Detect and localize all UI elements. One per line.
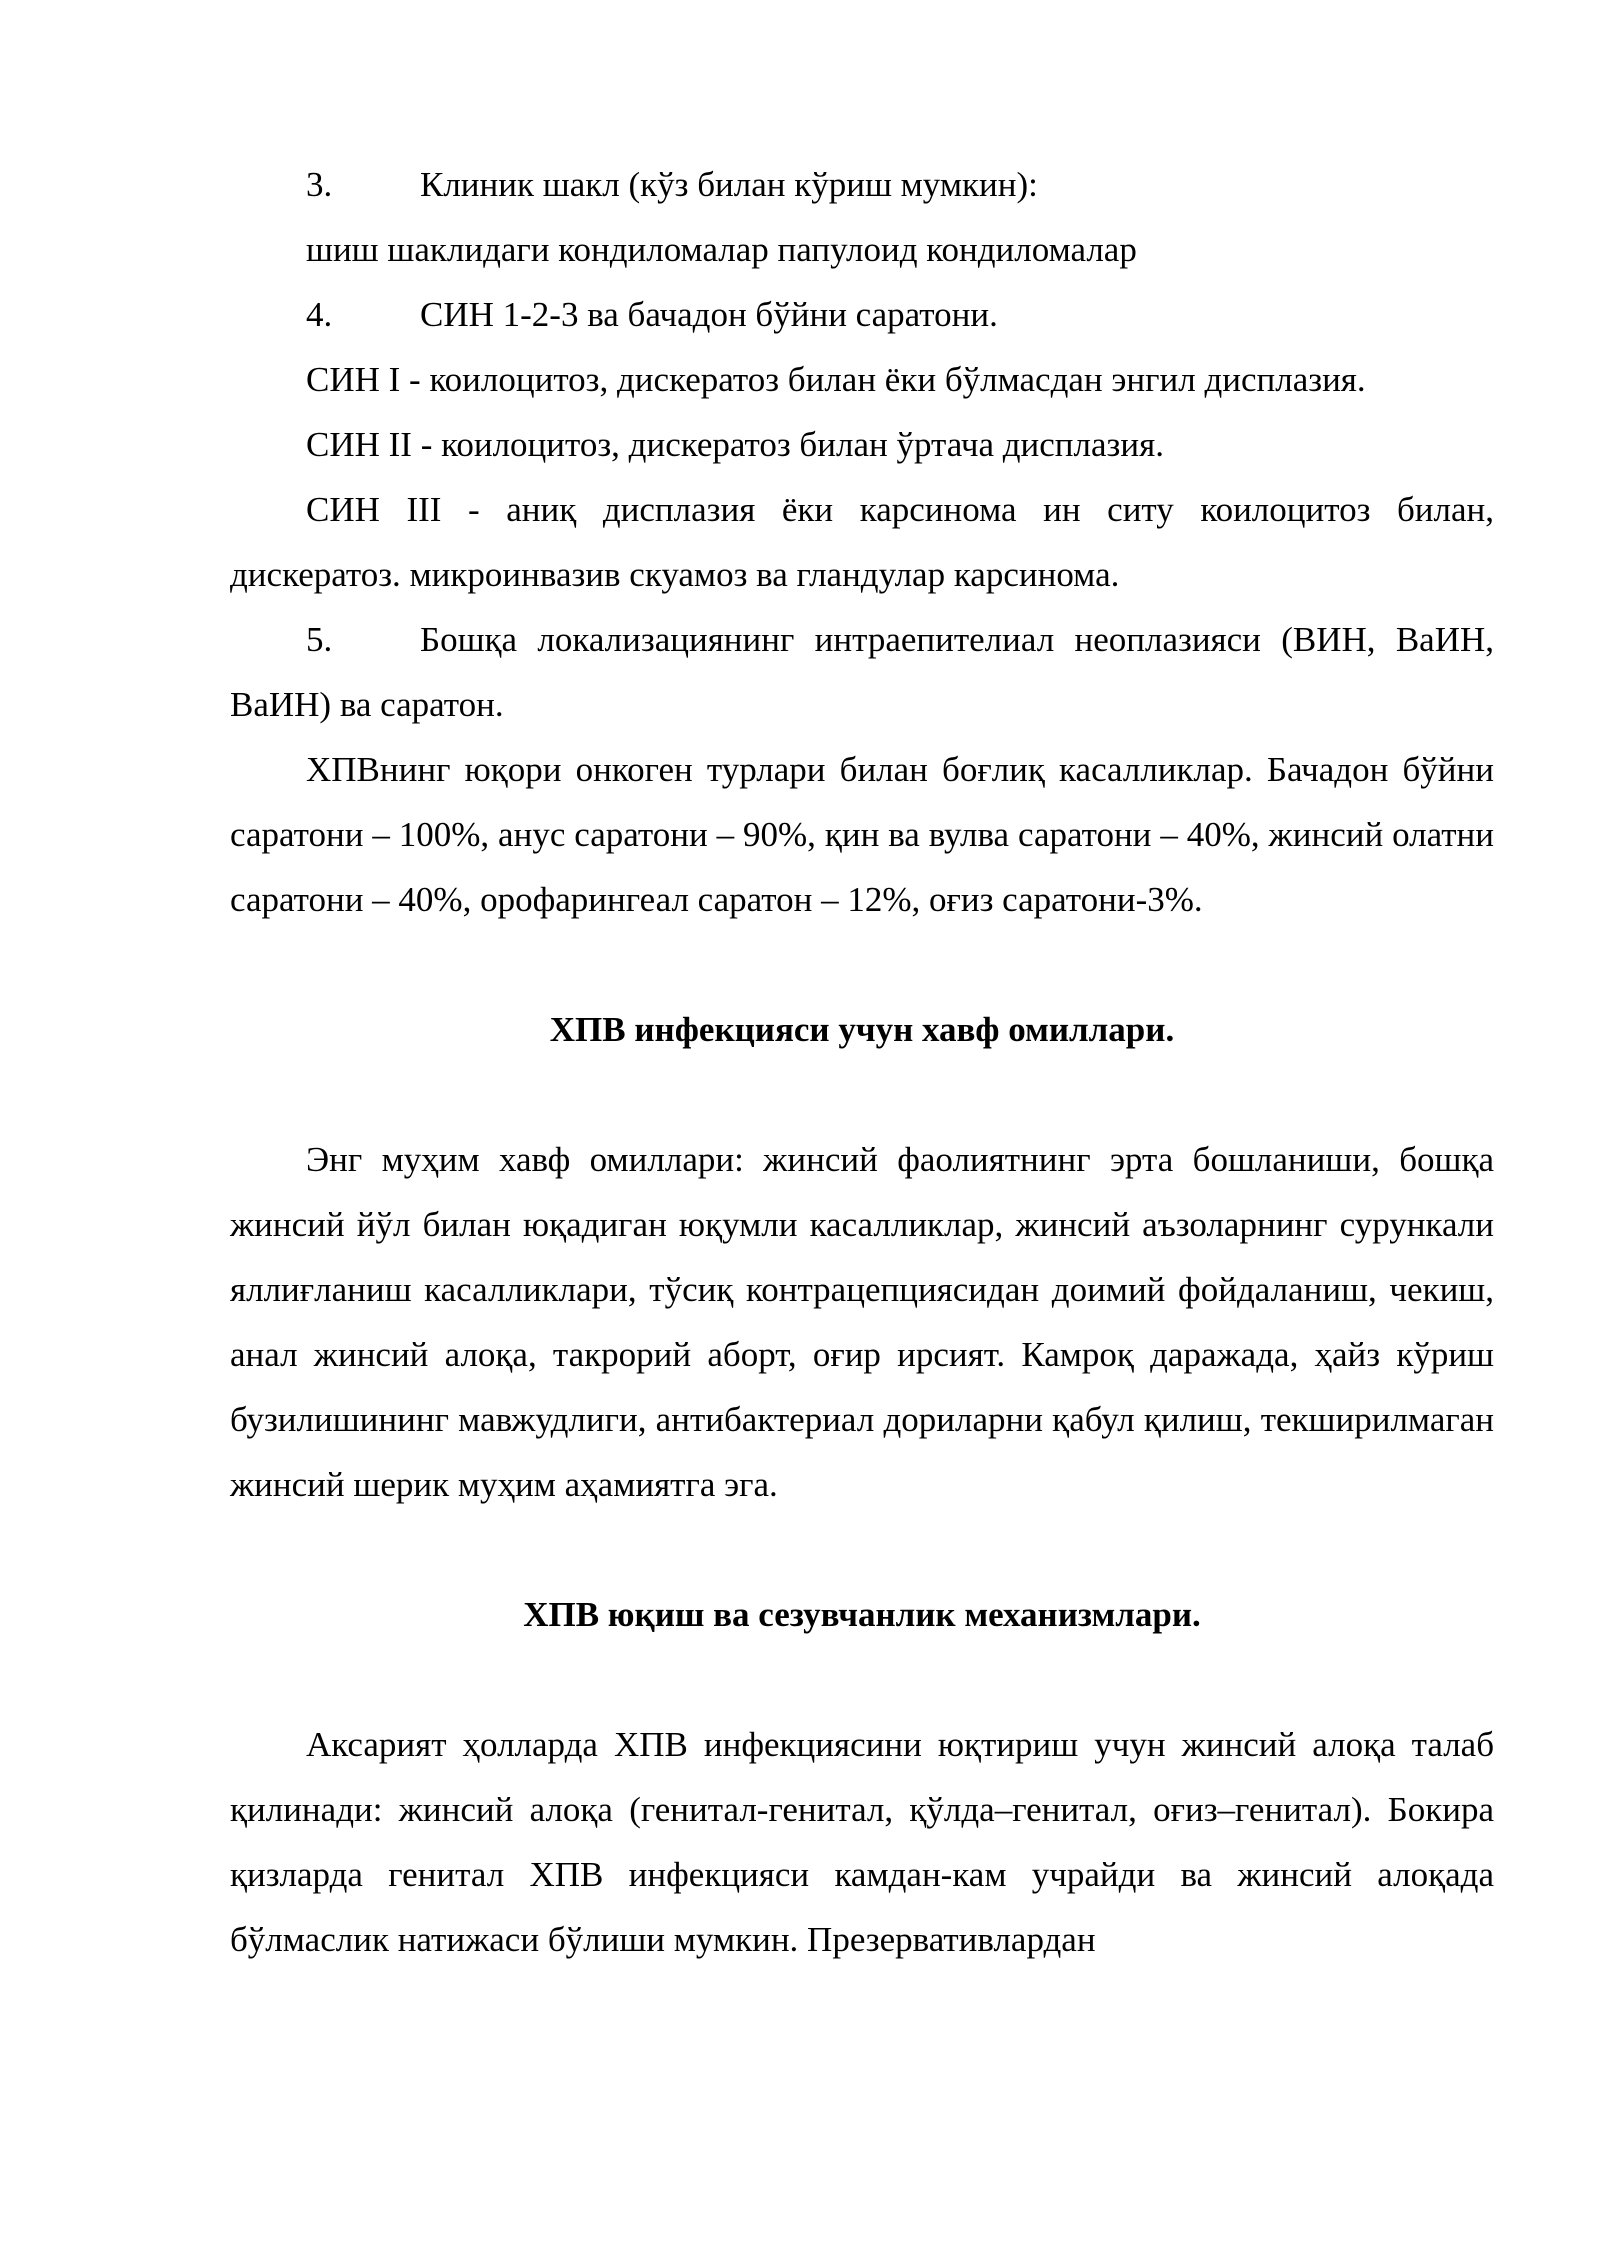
- item-number: 5.: [306, 620, 333, 659]
- paragraph-oncogenic-diseases: ХПВнинг юқори онкоген турлари билан боғлиқ касалликлар. Бачадон бўйни саратони – 100%, анус саратони – 90%, қин ва вулва саратони – 40%, жинсий олатни саратони – 40%, орофарингеал саратон – 12%, оғиз саратони-3%.: [230, 750, 1494, 919]
- document-page: [230, 152, 1494, 1972]
- item-number: 3.: [306, 165, 333, 204]
- item-number: 4.: [306, 295, 333, 334]
- section-heading-risk-factors: ХПВ инфекцияси учун хавф омиллари.: [549, 1010, 1175, 1049]
- numbered-item-3: [230, 152, 1494, 217]
- paragraph-risk-factors: Энг муҳим хавф омиллари: жинсий фаолиятнинг эрта бошланиши, бошқа жинсий йўл билан юқадиган юқумли касалликлар, жинсий аъзоларнинг сурункали яллиғланиш касалликлари, тўсиқ контрацепциясидан доимий фойдаланиш, чекиш, анал жинсий алоқа, такрорий аборт, оғир ирсият. Камроқ даражада, ҳайз кўриш бузилишининг мавжудлиги, антибактериал дориларни қабул қилиш, текширилмаган жинсий шерик муҳим аҳамиятга эга.: [230, 1140, 1494, 1504]
- item-text: Бошқа локализациянинг интраепителиал неоплазияси (ВИН, ВаИН, ВаИН) ва саратон.: [230, 620, 1494, 724]
- paragraph-transmission: Аксарият ҳолларда ХПВ инфекциясини юқтириш учун жинсий алоқа талаб қилинади: жинсий алоқа (генитал-генитал, қўлда–генитал, оғиз–генитал). Бокира қизларда генитал ХПВ инфекцияси камдан-кам учрайди ва жинсий алоқада бўлмаслик натижаси бўлиши мумкин. Презервативлардан: [230, 1725, 1494, 1959]
- paragraph-cin-1: СИН I - коилоцитоз, дискератоз билан ёки бўлмасдан энгил дисплазия.: [306, 360, 1366, 399]
- paragraph-cin-3: СИН III - аниқ дисплазия ёки карсинома ин ситу коилоцитоз билан, дискератоз. микроинвазив скуамоз ва гландулар карсинома.: [230, 490, 1494, 594]
- paragraph-cin-2: СИН II - коилоцитоз, дискератоз билан ўртача дисплазия.: [306, 425, 1164, 464]
- item-text: СИН 1-2-3 ва бачадон бўйни саратони.: [420, 295, 998, 334]
- numbered-item-5: [230, 607, 1494, 737]
- section-heading-transmission: ХПВ юқиш ва сезувчанлик механизмлари.: [523, 1595, 1201, 1634]
- item-text: Клиник шакл (кўз билан кўриш мумкин):: [420, 165, 1038, 204]
- paragraph-condyloma-types: шиш шаклидаги кондиломалар папулоид кондиломалар: [306, 230, 1137, 269]
- numbered-item-4: [230, 282, 1494, 347]
